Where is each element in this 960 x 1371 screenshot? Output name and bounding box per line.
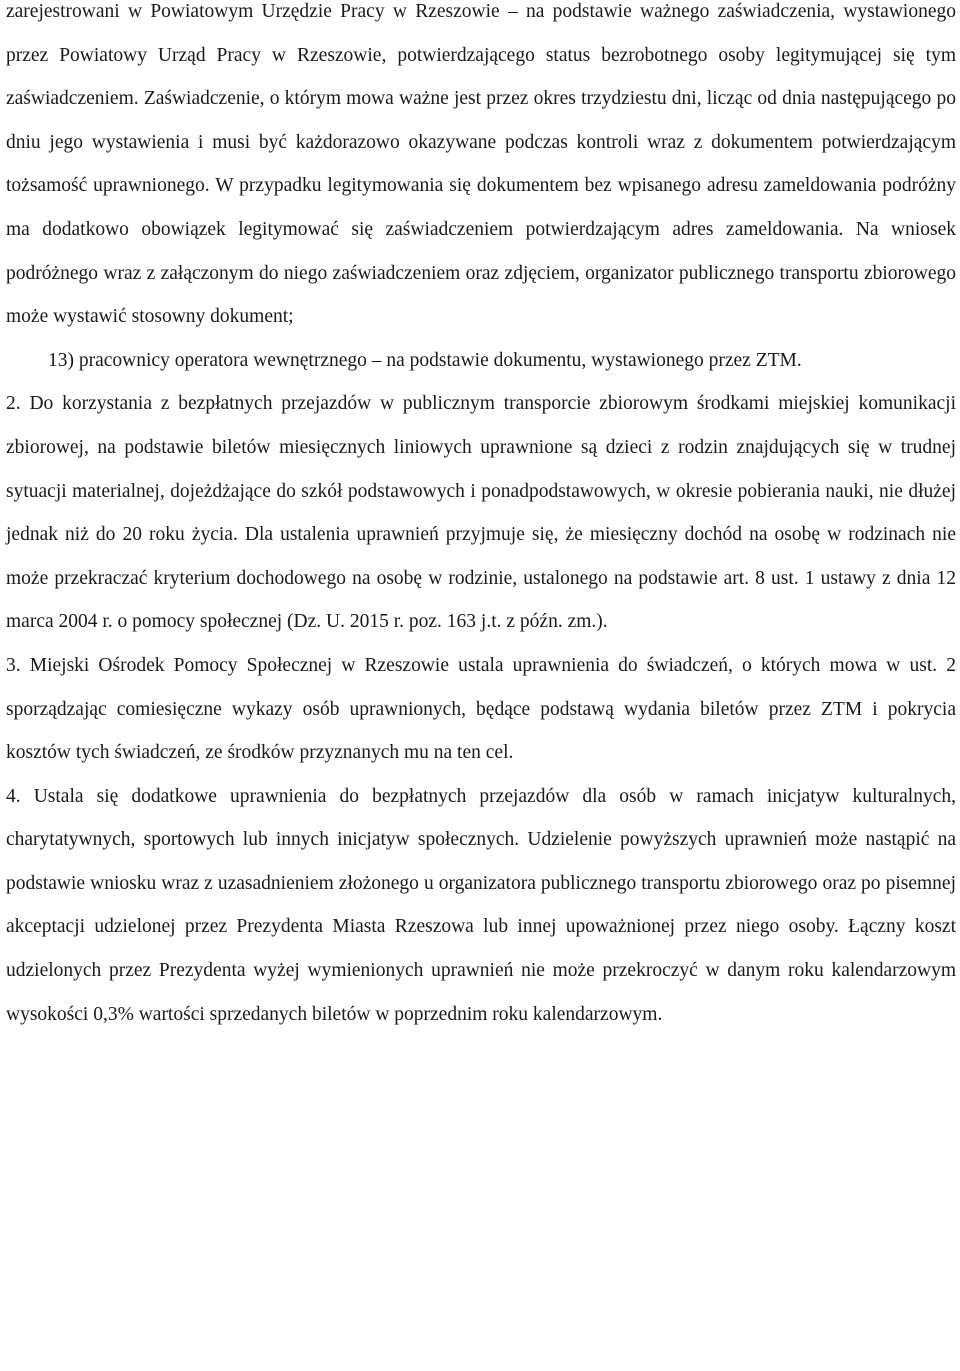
paragraph-section-2: 2. Do korzystania z bezpłatnych przejazdów w publicznym transporcie zbiorowym środkami miejskiej komunikacji zbiorowej, na podstawie biletów miesięcznych liniowych uprawnione są dzieci z rodzin znajdujących się w trudnej sytuacji materialnej, dojeżdżające do szkół podstawowych i ponadpodstawowych, w okresie pobierania nauki, nie dłużej jednak niż do 20 roku życia. Dla ustalenia uprawnień przyjmuje się, że miesięczny dochód na osobę w rodzinach nie może przekraczać kryterium dochodowego na osobę w rodzinie, ustalonego na podstawie art. 8 ust. 1 ustawy z dnia 12 marca 2004 r. o pomocy społecznej (Dz. U. 2015 r. poz. 163 j.t. z późn. zm.).: [6, 393, 956, 633]
paragraph-section-4: 4. Ustala się dodatkowe uprawnienia do bezpłatnych przejazdów dla osób w ramach inicjatyw kulturalnych, charytatywnych, sportowych lub innych inicjatyw społecznych. Udzielenie powyższych uprawnień może nastąpić na podstawie wniosku wraz z uzasadnieniem złożonego u organizatora publicznego transportu zbiorowego oraz po pisemnej akceptacji udzielonej przez Prezydenta Miasta Rzeszowa lub innej upoważnionej przez niego osoby. Łączny koszt udzielonych przez Prezydenta wyżej wymienionych uprawnień nie może przekroczyć w danym roku kalendarzowym wysokości 0,3% wartości sprzedanych biletów w poprzednim roku kalendarzowym.: [6, 785, 956, 1025]
paragraph-item-13: 13) pracownicy operatora wewnętrznego – na podstawie dokumentu, wystawionego przez ZTM.: [48, 349, 802, 371]
paragraph-zaswiadczenie: zarejestrowani w Powiatowym Urzędzie Pracy w Rzeszowie – na podstawie ważnego zaświadczenia, wystawionego przez Powiatowy Urząd Pracy w Rzeszowie, potwierdzającego status bezrobotnego osoby legitymującej się tym zaświadczeniem. Zaświadczenie, o którym mowa ważne jest przez okres trzydziestu dni, licząc od dnia następującego po dniu jego wystawienia i musi być każdorazowo okazywane podczas kontroli wraz z dokumentem potwierdzającym tożsamość uprawnionego. W przypadku legitymowania się dokumentem bez wpisanego adresu zameldowania podróżny ma dodatkowo obowiązek legitymować się zaświadczeniem potwierdzającym adres zameldowania. Na wniosek podróżnego wraz z załączonym do niego zaświadczeniem oraz zdjęciem, organizator publicznego transportu zbiorowego może wystawić stosowny dokument;: [6, 1, 956, 328]
paragraph-section-3: 3. Miejski Ośrodek Pomocy Społecznej w Rzeszowie ustala uprawnienia do świadczeń, o których mowa w ust. 2 sporządzając comiesięczne wykazy osób uprawnionych, będące podstawą wydania biletów przez ZTM i pokrycia kosztów tych świadczeń, ze środków przyznanych mu na ten cel.: [6, 654, 956, 764]
document-page: [6, 0, 956, 1371]
